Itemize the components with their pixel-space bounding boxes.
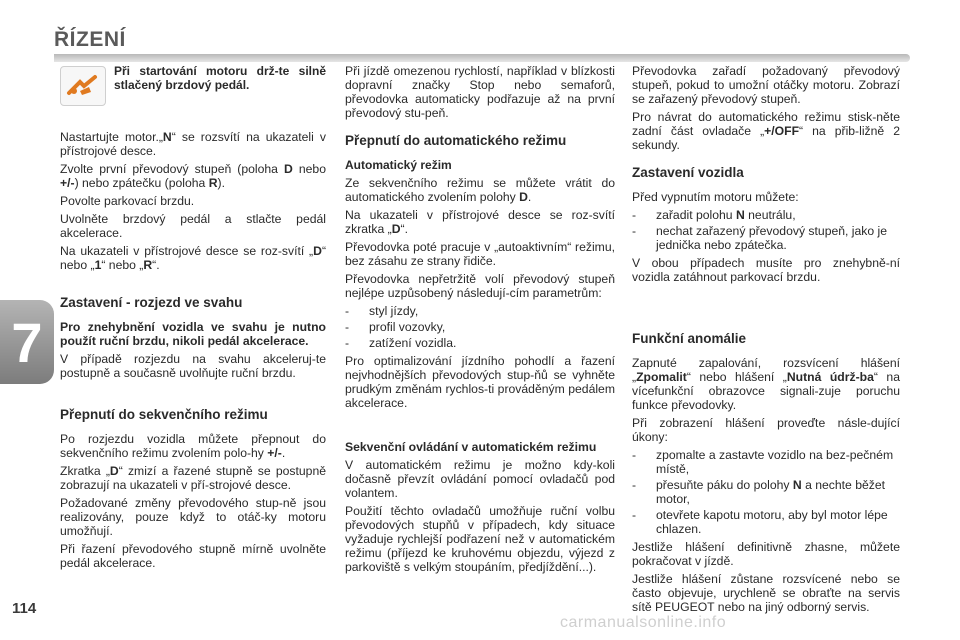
- start-engine-text: Nastartujte motor.„N“ se rozsvítí na ukazateli v přístrojové desce.: [60, 130, 326, 158]
- auto-text-5: Pro optimalizování jízdního pohodlí a řazení nejvhodnějších převodových stup-ňů se vyhněte prudkým změnám rychlos-ti prováděným pedálem akcelerace.: [345, 354, 615, 410]
- subheading-auto-mode: Automatický režim: [345, 158, 452, 172]
- list-item: - zařadit polohu N neutrálu,: [632, 208, 796, 222]
- stop-text: V obou případech musíte pro znehybně-ní vozidla zatáhnout parkovací brzdu.: [632, 256, 900, 284]
- speed-limit-text: Při jízdě omezenou rychlostí, například v blízkosti dopravní značky Stop nebo semaforů, převodovka automaticky podřazuje až na první převodový stu-peň.: [345, 64, 615, 120]
- auto-text-1: Ze sekvenčního režimu se můžete vrátit do automatického zvolením polohy D.: [345, 176, 615, 204]
- column-2: [345, 64, 615, 578]
- heading-stopping-vehicle: Zastavení vozidla: [632, 165, 744, 180]
- auto-text-2: Na ukazateli v přístrojové desce se roz-svítí zkratka „D“.: [345, 208, 615, 236]
- page-title: ŘÍZENÍ: [54, 28, 126, 51]
- list-item: - přesuňte páku do polohy N a nechte běžet motor,: [632, 478, 886, 506]
- heading-malfunction: Funkční anomálie: [632, 331, 747, 346]
- return-auto-text: Pro návrat do automatického režimu stisk-něte zadní část ovladače „+/OFF“ na přib-ližně 2 sekundy.: [632, 110, 901, 152]
- fault-text-1: Zapnuté zapalování, rozsvícení hlášení „Zpomalit“ nebo hlášení „Nutná údrž-ba“ na vícefunkční obrazovce signali-zuje poruchu funkce převodovky.: [632, 356, 900, 412]
- heading-hill-start: Zastavení - rozjezd ve svahu: [60, 295, 243, 310]
- sequential-text-4: Při řazení převodového stupně mírně uvolněte pedál akcelerace.: [60, 542, 326, 570]
- fault-text-4: Jestliže hlášení zůstane rozsvícené nebo se často objevuje, urychleně se obraťte na servis sítě PEUGEOT nebo na jiný odborný servis.: [632, 572, 900, 614]
- fault-text-3: Jestliže hlášení definitivně zhasne, můžete pokračovat v jízdě.: [632, 540, 900, 568]
- auto-text-3: Převodovka poté pracuje v „autoaktivním“ režimu, bez zásahu ze strany řidiče.: [345, 240, 615, 268]
- fault-actions-list: [632, 448, 900, 536]
- watermark: carmanualsonline.info: [560, 614, 727, 631]
- warning-box: [60, 64, 326, 106]
- warning-text: Při startování motoru drž-te silně stlačený brzdový pedál.: [114, 64, 326, 92]
- release-brake-text: Uvolněte brzdový pedál a stlačte pedál akcelerace.: [60, 212, 326, 240]
- list-item: - zpomalte a zastavte vozidlo na bez-pečném místě,: [632, 448, 894, 476]
- gearbox-text: Převodovka zařadí požadovaný převodový stupeň, pokud to umožní otáčky motoru. Zobrazí se zařazený převodový stupeň.: [632, 64, 900, 106]
- auto-text-4: Převodovka nepřetržitě volí převodový stupeň nejlépe uzpůsobený následují-cím parametrům:: [345, 272, 615, 300]
- column-1: [60, 64, 326, 574]
- hand-brake-pedal-icon: [60, 66, 106, 106]
- sequential-text-1: Po rozjezdu vozidla můžete přepnout do sekvenčního režimu zvolením polo-hy +/-.: [60, 432, 326, 460]
- dashboard-indicator-text: Na ukazateli v přístrojové desce se roz-svítí „D“ nebo „1“ nebo „R“.: [60, 244, 326, 272]
- title-rule: [54, 54, 910, 62]
- list-item: - styl jízdy,: [345, 304, 419, 318]
- fault-text-2: Při zobrazení hlášení proveďte násle-dující úkony:: [632, 416, 900, 444]
- heading-auto-mode: Přepnutí do automatického režimu: [345, 133, 567, 148]
- page-number: 114: [12, 600, 37, 617]
- sequential-auto-text-2: Použití těchto ovladačů umožňuje ruční volbu převodových stupňů v případech, kdy situace vyžaduje rychlejší podřazení než v automatickém režimu (příjezd ke kruhovému objezdu, výjezd z parkoviště s velkým stoupáním, předjíždění...).: [345, 504, 615, 574]
- select-gear-text: Zvolte první převodový stupeň (poloha D nebo +/-) nebo zpátečku (poloha R).: [60, 162, 326, 190]
- chapter-tab: 7: [0, 300, 54, 384]
- heading-sequential-mode: Přepnutí do sekvenčního režimu: [60, 407, 268, 422]
- list-item: - profil vozovky,: [345, 320, 446, 334]
- sequential-text-2: Zkratka „D“ zmizí a řazené stupně se postupně zobrazují na ukazateli v pří-strojové desce.: [60, 464, 327, 492]
- sequential-auto-text-1: V automatickém režimu je možno kdy-koli dočasně převzít ovládání pomocí ovladačů pod volantem.: [345, 458, 615, 500]
- list-item: - nechat zařazený převodový stupeň, jako je jednička nebo zpátečka.: [632, 224, 888, 252]
- column-3: [632, 64, 900, 618]
- list-item: - zatížení vozidla.: [345, 336, 457, 350]
- sequential-text-3: Požadované změny převodového stup-ně jsou realizovány, pouze když to otáč-ky motoru umožňují.: [60, 496, 326, 538]
- subheading-sequential-in-auto: Sekvenční ovládání v automatickém režimu: [345, 440, 597, 454]
- release-parking-brake-text: Povolte parkovací brzdu.: [60, 194, 195, 208]
- list-item: - otevřete kapotu motoru, aby byl motor lépe chlazen.: [632, 508, 888, 536]
- stop-options-list: [632, 208, 900, 252]
- stop-intro-text: Před vypnutím motoru můžete:: [632, 190, 799, 204]
- auto-parameters-list: [345, 304, 615, 350]
- hill-text: V případě rozjezdu na svahu akceleruj-te postupně a současně uvolňujte ruční brzdu.: [60, 352, 326, 380]
- hill-warning-text: Pro znehybnění vozidla ve svahu je nutno použít ruční brzdu, nikoli pedál akcelerace.: [60, 320, 326, 348]
